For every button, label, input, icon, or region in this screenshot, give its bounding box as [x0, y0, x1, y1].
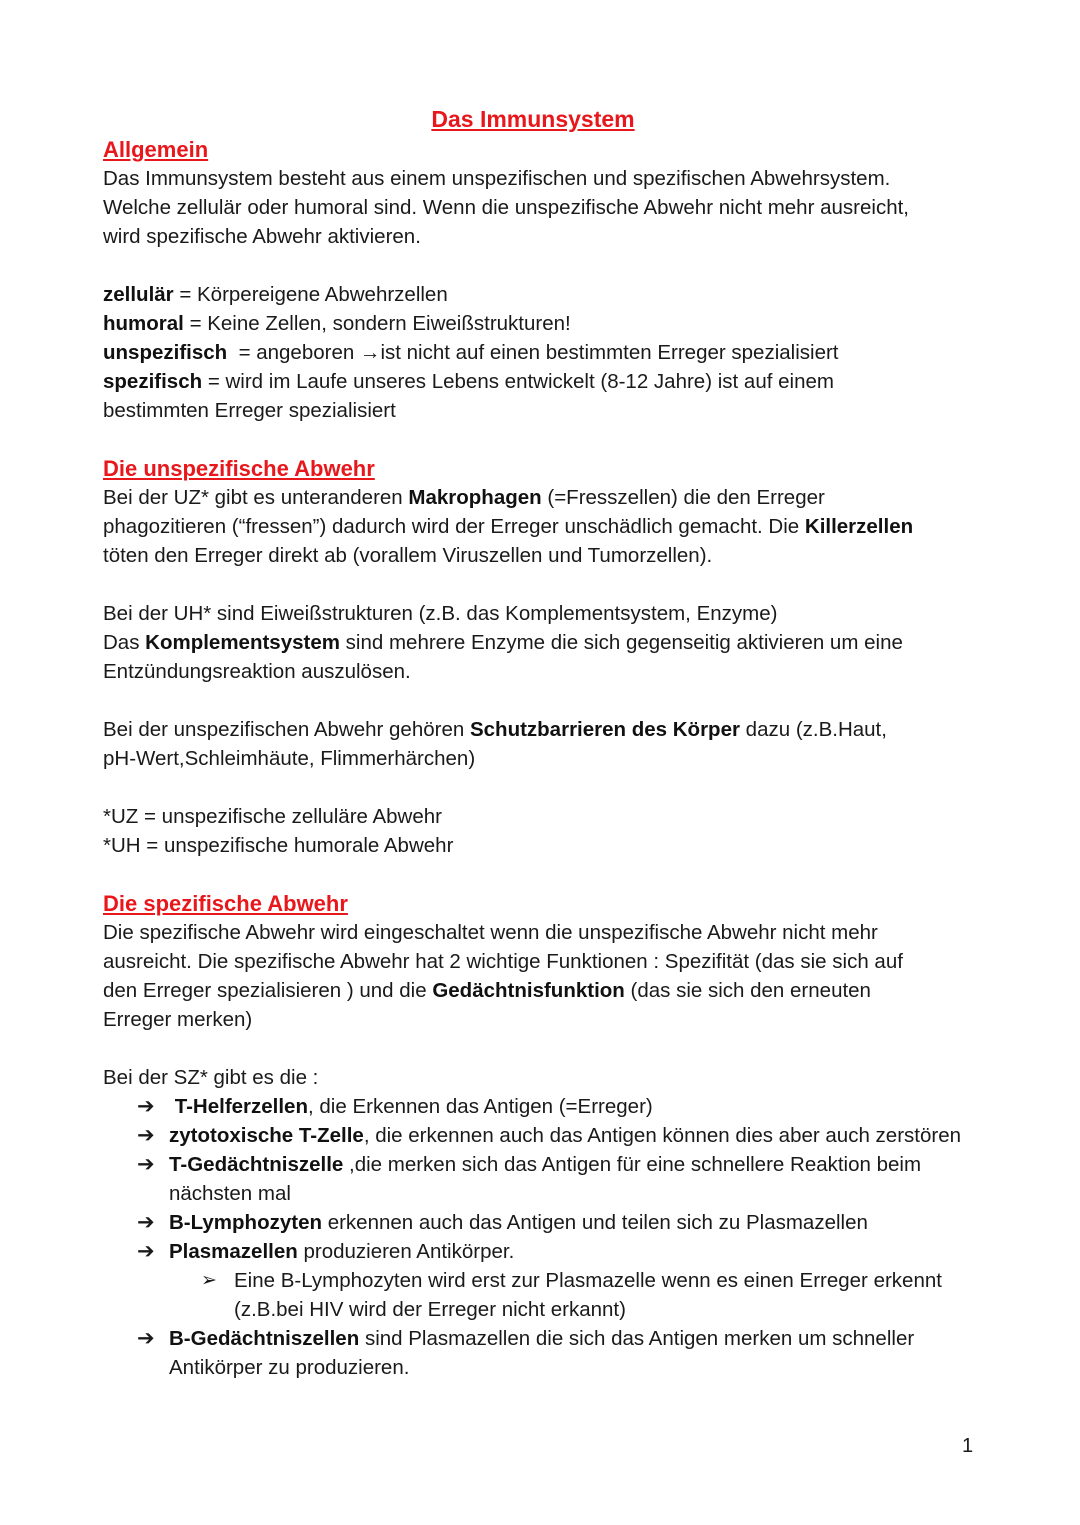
- definition-term: humoral: [103, 312, 184, 335]
- list-item: [137, 1237, 983, 1324]
- bold-term: Killerzellen: [804, 515, 914, 538]
- footnote: *UZ = unspezifische zelluläre Abwehr: [103, 805, 442, 828]
- cell-type-list: [103, 1092, 983, 1382]
- paragraph: Erreger merken): [103, 1008, 253, 1031]
- paragraph: Bei der UH* sind Eiweißstrukturen (z.B. das Komplementsystem, Enzyme): [103, 602, 778, 625]
- bold-term: T-Gedächtniszelle: [169, 1153, 344, 1176]
- item-text: Eine B-Lymphozyten wird erst zur Plasmazelle wenn es einen Erreger erkennt (z.B.bei HIV wird der Erreger nicht erkannt): [234, 1269, 942, 1321]
- paragraph: töten den Erreger direkt ab (vorallem Viruszellen und Tumorzellen).: [103, 544, 713, 567]
- definition-term: spezifisch: [103, 370, 203, 393]
- list-item: [137, 1121, 983, 1150]
- item-text: sind Plasmazellen die sich das Antigen merken um schneller Antikörper zu produzieren.: [169, 1327, 915, 1379]
- page-title: Das Immunsystem: [431, 106, 635, 132]
- item-text: , die erkennen auch das Antigen können dies aber auch zerstören: [363, 1124, 962, 1147]
- paragraph-line: Welche zellulär oder humoral sind. Wenn die unspezifische Abwehr nicht mehr ausreicht,: [103, 196, 909, 219]
- definition-text: = Keine Zellen, sondern Eiweißstrukturen!: [183, 312, 571, 335]
- list-item: [137, 1150, 983, 1208]
- definition-text: = angeboren →ist nicht auf einen bestimmten Erreger spezialisiert: [227, 341, 839, 364]
- document-content: [103, 103, 983, 1382]
- sub-list-item: [201, 1266, 983, 1324]
- bold-term: Schutzbarrieren des Körper: [469, 718, 740, 741]
- arrow-bullet-icon: ➔: [137, 1327, 155, 1350]
- section-heading-unspezifische-abwehr: Die unspezifische Abwehr: [103, 456, 375, 481]
- sub-list: [169, 1266, 983, 1324]
- definition-text: = Körpereigene Abwehrzellen: [173, 283, 448, 306]
- section-heading-spezifische-abwehr: Die spezifische Abwehr: [103, 891, 348, 916]
- list-item: [137, 1092, 983, 1121]
- bold-term: zytotoxische T-Zelle: [169, 1124, 364, 1147]
- definition-continuation: bestimmten Erreger spezialisiert: [103, 399, 396, 422]
- bold-term: Komplementsystem: [145, 631, 340, 654]
- definition-humoral: [103, 309, 983, 338]
- item-text: , die Erkennen das Antigen (=Erreger): [308, 1095, 653, 1118]
- text-run: den Erreger spezialisieren ) und die: [103, 979, 433, 1002]
- triangle-arrow-bullet-icon: ➢: [201, 1270, 217, 1291]
- footnote: *UH = unspezifische humorale Abwehr: [103, 834, 454, 857]
- text-run: sind mehrere Enzyme die sich gegenseitig aktivieren um eine: [339, 631, 903, 654]
- bold-term: B-Lymphozyten: [169, 1211, 322, 1234]
- arrow-bullet-icon: ➔: [137, 1095, 155, 1118]
- definition-spezifisch: [103, 367, 983, 396]
- paragraph: pH-Wert,Schleimhäute, Flimmerhärchen): [103, 747, 476, 770]
- paragraph: [103, 715, 983, 744]
- paragraph-line: Das Immunsystem besteht aus einem unspezifischen und spezifischen Abwehrsystem.: [103, 167, 891, 190]
- bold-term: Makrophagen: [408, 486, 542, 509]
- definition-term: zellulär: [103, 283, 174, 306]
- paragraph-line: wird spezifische Abwehr aktivieren.: [103, 225, 421, 248]
- arrow-bullet-icon: ➔: [137, 1240, 155, 1263]
- paragraph: [103, 976, 983, 1005]
- arrow-bullet-icon: ➔: [137, 1211, 155, 1234]
- bold-term: B-Gedächtniszellen: [169, 1327, 360, 1350]
- item-text: ,die merken sich das Antigen für eine schnellere Reaktion beim nächsten mal: [169, 1153, 922, 1205]
- bold-term: Plasmazellen: [169, 1240, 298, 1263]
- arrow-bullet-icon: ➔: [137, 1124, 155, 1147]
- text-run: dazu (z.B.Haut,: [739, 718, 887, 741]
- bold-term: T-Helferzellen: [169, 1095, 308, 1118]
- definition-unspezifisch: [103, 338, 983, 367]
- item-text: produzieren Antikörper.: [297, 1240, 515, 1263]
- paragraph: [103, 628, 983, 657]
- definition-term: unspezifisch: [103, 341, 228, 364]
- section-heading-allgemein: Allgemein: [103, 137, 209, 162]
- text-run: Das: [103, 631, 146, 654]
- list-item: [137, 1324, 983, 1382]
- item-text: erkennen auch das Antigen und teilen sich zu Plasmazellen: [322, 1211, 868, 1234]
- definition-text: = wird im Laufe unseres Lebens entwickelt (8-12 Jahre) ist auf einem: [202, 370, 834, 393]
- text-run: (=Fresszellen) die den Erreger: [541, 486, 825, 509]
- arrow-bullet-icon: ➔: [137, 1153, 155, 1176]
- paragraph: Entzündungsreaktion auszulösen.: [103, 660, 411, 683]
- list-item: [137, 1208, 983, 1237]
- text-run: (das sie sich den erneuten: [624, 979, 871, 1002]
- text-run: Bei der unspezifischen Abwehr gehören: [103, 718, 470, 741]
- definition-zellulaer: [103, 280, 983, 309]
- text-run: Bei der UZ* gibt es unteranderen: [103, 486, 409, 509]
- bold-term: Gedächtnisfunktion: [432, 979, 625, 1002]
- paragraph: ausreicht. Die spezifische Abwehr hat 2 wichtige Funktionen : Spezifität (das sie sich auf: [103, 950, 903, 973]
- paragraph: [103, 483, 983, 512]
- list-intro: Bei der SZ* gibt es die :: [103, 1066, 319, 1089]
- page-number: 1: [962, 1435, 974, 1457]
- paragraph: Die spezifische Abwehr wird eingeschaltet wenn die unspezifische Abwehr nicht mehr: [103, 921, 878, 944]
- paragraph: [103, 512, 983, 541]
- text-run: phagozitieren (“fressen”) dadurch wird der Erreger unschädlich gemacht. Die: [103, 515, 805, 538]
